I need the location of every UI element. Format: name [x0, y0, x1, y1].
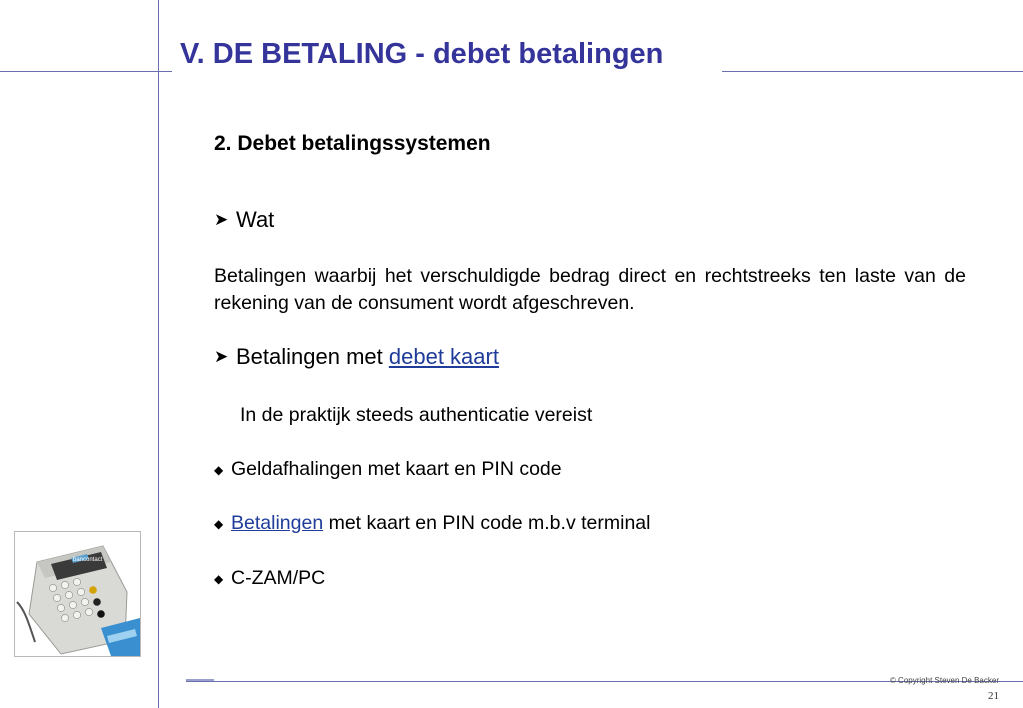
- bullet-betalingen-prefix: Betalingen met: [236, 344, 389, 369]
- copyright-text: © Copyright Steven De Backer: [889, 676, 999, 685]
- bullet-betalingen-met: [214, 344, 499, 370]
- page-number: 21: [988, 690, 999, 702]
- list-item-text: Geldafhalingen met kaart en PIN code: [231, 458, 562, 480]
- title-rule-left: [0, 71, 172, 72]
- list-item-text: met kaart en PIN code m.b.v terminal: [323, 512, 651, 534]
- diamond-bullet-icon: ◆: [214, 516, 224, 531]
- slide-title: V. DE BETALING - debet betalingen: [180, 38, 664, 70]
- arrow-bullet-icon: ➤: [214, 210, 229, 229]
- list-item-text: C-ZAM/PC: [231, 567, 326, 589]
- card-terminal-image: [14, 531, 141, 657]
- footer-rule-accent: [186, 679, 214, 681]
- bullet-wat: [214, 207, 274, 233]
- title-rule-right: [722, 71, 1023, 72]
- definition-paragraph: Betalingen waarbij het verschuldigde bedrag direct en rechtstreeks ten laste van de rekening van de consument wordt afgeschreven.: [214, 265, 966, 314]
- section-heading: 2. Debet betalingssystemen: [214, 132, 491, 155]
- authentication-note: In de praktijk steeds authenticatie vereist: [240, 404, 593, 426]
- betalingen-link[interactable]: Betalingen: [231, 512, 324, 534]
- list-item: [214, 458, 562, 481]
- list-item: [214, 567, 325, 590]
- diamond-bullet-icon: ◆: [214, 462, 224, 477]
- debet-kaart-link[interactable]: debet kaart: [388, 344, 499, 369]
- vertical-rule: [158, 0, 159, 708]
- diamond-bullet-icon: ◆: [214, 571, 224, 586]
- device-brand: bancontact: [73, 557, 103, 563]
- arrow-bullet-icon: ➤: [214, 347, 229, 366]
- bullet-wat-label: Wat: [236, 207, 275, 232]
- list-item: [214, 512, 650, 535]
